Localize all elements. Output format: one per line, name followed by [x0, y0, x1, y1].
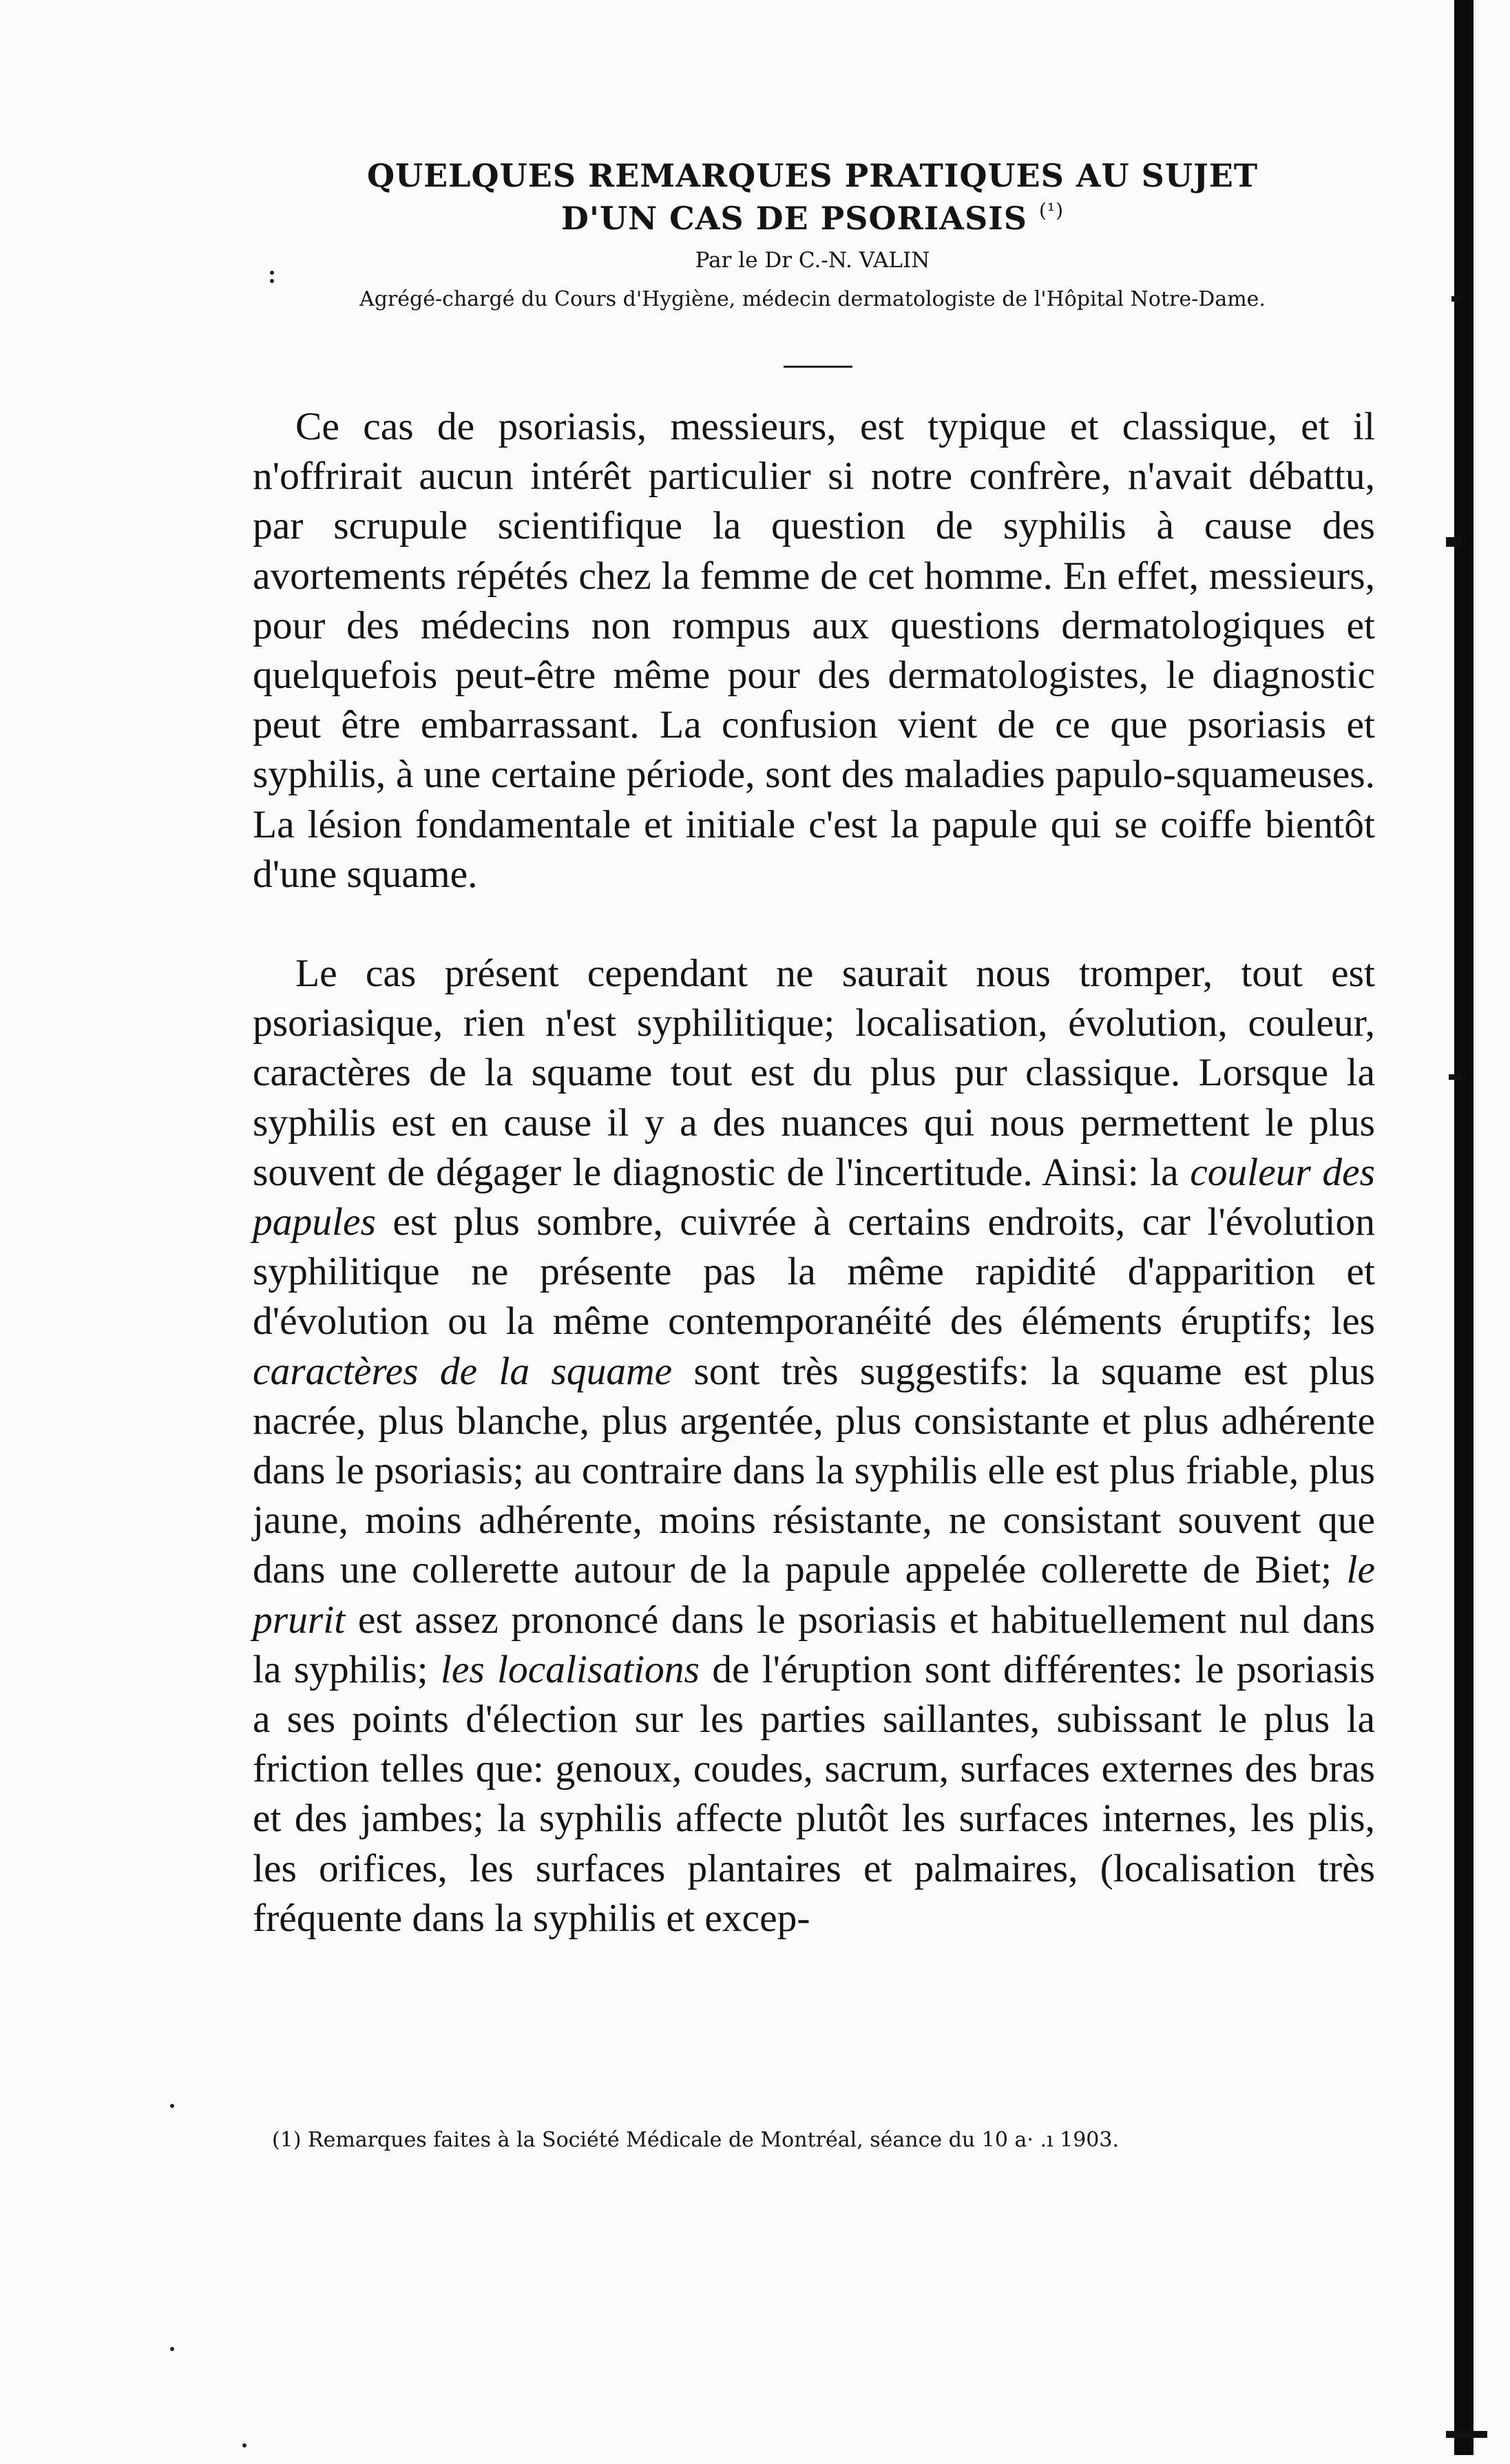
- scan-edge-tick: [1449, 1074, 1461, 1080]
- paragraph-2-part-c: sont très suggestifs: la squame est plus nacrée, plus blanche, plus argentée, plus consistante et plus adhérente dans le psoriasis; au contraire dans la syphilis elle est plus friable, plus jaune, moins adhérente, moins résistante, ne consistant souvent que dans une collerette autour de la papule appelée collerette de Biet;: [253, 1349, 1375, 1592]
- article-title-line-2: [255, 199, 1370, 237]
- separator-rule: [784, 366, 852, 368]
- scan-speck: [170, 2347, 174, 2351]
- paragraph-1: Ce cas de psoriasis, messieurs, est typique et classique, et il n'offrirait aucun intérêt particulier si notre confrère, n'avait débattu, par scrupule scientifique la question de syphilis à cause des avortements répétés chez la femme de cet homme. En effet, messieurs, pour des médecins non rompus aux questions dermatologiques et quelquefois peut-être même pour des dermatologistes, le diagnostic peut être embarrassant. La confusion vient de ce que psoriasis et syphilis, à une certaine période, sont des maladies papulo-squameuses. La lésion fondamentale et initiale c'est la papule qui se coiffe bientôt d'une squame.: [253, 405, 1375, 896]
- author-byline: Par le Dr C.-N. VALIN: [695, 248, 930, 273]
- article-title-line-1: QUELQUES REMARQUES PRATIQUES AU SUJET: [366, 157, 1259, 194]
- author-affiliation: Agrégé-chargé du Cours d'Hygiène, médecin dermatologiste de l'Hôpital Notre-Dame.: [359, 287, 1266, 311]
- emphasis-les-localisations: les localisations: [440, 1647, 700, 1691]
- paragraph-2-part-d: est assez prononcé dans le psoriasis et habituellement nul dans la syphilis;: [253, 1598, 1376, 1691]
- scan-edge-tick: [1446, 537, 1461, 547]
- paragraph-2-part-e: de l'éruption sont différentes: le psoriasis a ses points d'élection sur les parties saillantes, subissant le plus la friction telles que: genoux, coudes, sacrum, surfaces externes des bras et des jambes; la syphilis affecte plutôt les surfaces internes, les plis, les orifices, les surfaces plantaires et palmaires, (localisation très fréquente dans la syphilis et excep-: [253, 1647, 1376, 1940]
- scan-edge-tick: [1446, 2431, 1487, 2438]
- scan-speck: [270, 271, 274, 275]
- paragraph-2-part-b: est plus sombre, cuivrée à certains endroits, car l'évolution syphilitique ne présente pas la même rapidité d'apparition et d'évolution ou la même contemporanéité des éléments éruptifs; les: [253, 1200, 1375, 1344]
- scan-speck: [270, 279, 274, 283]
- scan-edge-tick: [1451, 296, 1461, 302]
- paragraph-2-part-a: Le cas présent cependant ne saurait nous tromper, tout est psoriasique, rien n'est syphilitique; localisation, évolution, couleur, caractères de la squame tout est du plus pur classique. Lorsque la syphilis est en cause il y a des nuances qui nous permettent le plus souvent de dégager le diagnostic de l'incertitude. Ainsi: la: [253, 952, 1375, 1194]
- article-title-line-2-text: D'UN CAS DE PSORIASIS: [560, 200, 1027, 237]
- scan-edge-bar: [1454, 0, 1474, 2455]
- footnote: (1) Remarques faites à la Société Médicale de Montréal, séance du 10 a· .ı 1903.: [272, 2128, 1119, 2152]
- emphasis-caracteres-de-la-squame: caractères de la squame: [253, 1349, 673, 1393]
- paragraph-1-block: [253, 402, 1375, 899]
- paragraph-2: [253, 949, 1375, 1943]
- scan-speck: [170, 2104, 174, 2108]
- emphasis-le-prurit: le prurit: [253, 1548, 1376, 1642]
- footnote-reference: (¹): [1038, 199, 1065, 222]
- scan-speck: [242, 2443, 247, 2447]
- emphasis-couleur-des-papules: couleur des papules: [253, 1150, 1375, 1244]
- paragraph-2-block: [253, 949, 1375, 1943]
